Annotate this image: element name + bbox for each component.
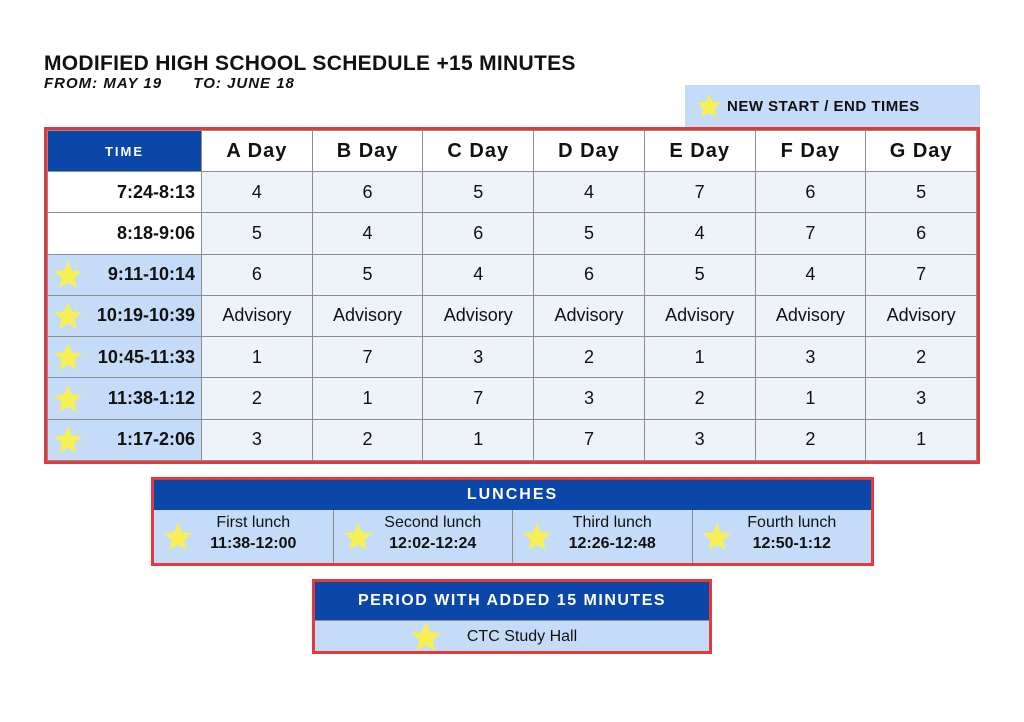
period-cell: 6 [423,213,534,254]
added-period-title: PERIOD WITH ADDED 15 MINUTES [315,582,709,621]
period-cell: 2 [202,378,313,419]
time-label: 7:24-8:13 [116,181,195,202]
time-column-header: TIME [48,131,202,172]
schedule-row [48,172,977,213]
day-header: F Day [755,131,866,172]
time-label: 10:45-11:33 [97,346,195,367]
legend-label: NEW START / END TIMES [727,97,920,115]
star-icon [52,341,84,373]
period-cell: 2 [755,419,866,460]
time-label: 8:18-9:06 [116,222,195,243]
added-period-panel [312,579,712,654]
time-cell [48,419,202,460]
period-cell: 7 [312,337,423,378]
period-cell: 7 [866,254,977,295]
to-date: TO: JUNE 18 [193,75,295,92]
day-header: D Day [534,131,645,172]
star-icon [52,383,84,415]
star-icon [52,300,84,332]
period-cell: 2 [534,337,645,378]
period-cell: 1 [644,337,755,378]
time-label: 11:38-1:12 [107,388,195,409]
date-range [44,75,321,92]
day-header: B Day [312,131,423,172]
lunch-item [154,510,334,563]
period-cell: 6 [202,254,313,295]
period-cell: 6 [534,254,645,295]
time-label: 10:19-10:39 [96,305,195,326]
period-cell: 5 [644,254,755,295]
period-cell: 5 [202,213,313,254]
time-cell [48,295,202,336]
period-cell: 4 [534,172,645,213]
time-cell [48,378,202,419]
time-cell [48,213,202,254]
period-cell: 3 [202,419,313,460]
lunch-item [693,510,872,563]
schedule-table-container [44,127,980,464]
star-icon [409,620,443,654]
lunch-time: 12:50-1:12 [752,535,831,552]
period-cell: Advisory [312,295,423,336]
star-icon [52,424,84,456]
schedule-table [47,130,977,461]
lunch-item [513,510,693,563]
schedule-row [48,254,977,295]
time-cell [48,337,202,378]
period-cell: 7 [423,378,534,419]
period-cell: 2 [866,337,977,378]
period-cell: 1 [755,378,866,419]
from-date: FROM: MAY 19 [44,75,163,92]
time-label: 9:11-10:14 [107,264,195,285]
period-cell: 3 [534,378,645,419]
period-cell: 3 [755,337,866,378]
period-cell: 6 [866,213,977,254]
period-cell: 4 [312,213,423,254]
period-cell: Advisory [423,295,534,336]
star-icon [52,259,84,291]
lunch-name: Fourth lunch [747,514,837,531]
star-icon [342,521,374,553]
period-cell: Advisory [202,295,313,336]
lunch-name: Third lunch [572,514,652,531]
lunch-time: 12:02-12:24 [389,535,477,552]
lunch-item [334,510,514,563]
page-title: MODIFIED HIGH SCHOOL SCHEDULE +15 MINUTES [44,52,576,75]
schedule-row [48,213,977,254]
star-icon [701,521,733,553]
period-cell: Advisory [534,295,645,336]
time-label: 1:17-2:06 [116,429,195,450]
lunch-name: Second lunch [384,514,482,531]
period-cell: 4 [755,254,866,295]
star-icon [695,92,723,120]
period-cell: 6 [755,172,866,213]
schedule-row [48,419,977,460]
period-cell: 7 [755,213,866,254]
period-cell: 6 [312,172,423,213]
period-cell: 1 [312,378,423,419]
added-period-item: CTC Study Hall [466,628,578,645]
period-cell: 7 [644,172,755,213]
period-cell: Advisory [755,295,866,336]
period-cell: 3 [423,337,534,378]
period-cell: 2 [312,419,423,460]
time-cell [48,172,202,213]
period-cell: 3 [644,419,755,460]
period-cell: 4 [202,172,313,213]
period-cell: 3 [866,378,977,419]
day-header: C Day [423,131,534,172]
legend [685,85,980,127]
period-cell: 5 [312,254,423,295]
day-header: A Day [202,131,313,172]
day-header: G Day [866,131,977,172]
schedule-header-row [48,131,977,172]
schedule-row [48,295,977,336]
period-cell: 5 [534,213,645,254]
lunch-time: 11:38-12:00 [210,535,297,552]
period-cell: 1 [866,419,977,460]
star-icon [521,521,553,553]
period-cell: 7 [534,419,645,460]
period-cell: 1 [423,419,534,460]
time-cell [48,254,202,295]
lunches-panel [151,477,874,566]
period-cell: 1 [202,337,313,378]
period-cell: 4 [423,254,534,295]
lunch-time: 12:26-12:48 [568,535,656,552]
lunches-title: LUNCHES [154,480,871,510]
period-cell: 2 [644,378,755,419]
star-icon [162,521,194,553]
period-cell: 5 [423,172,534,213]
lunch-name: First lunch [216,514,291,531]
schedule-row [48,378,977,419]
period-cell: 5 [866,172,977,213]
period-cell: Advisory [866,295,977,336]
period-cell: Advisory [644,295,755,336]
day-header: E Day [644,131,755,172]
schedule-row [48,337,977,378]
period-cell: 4 [644,213,755,254]
